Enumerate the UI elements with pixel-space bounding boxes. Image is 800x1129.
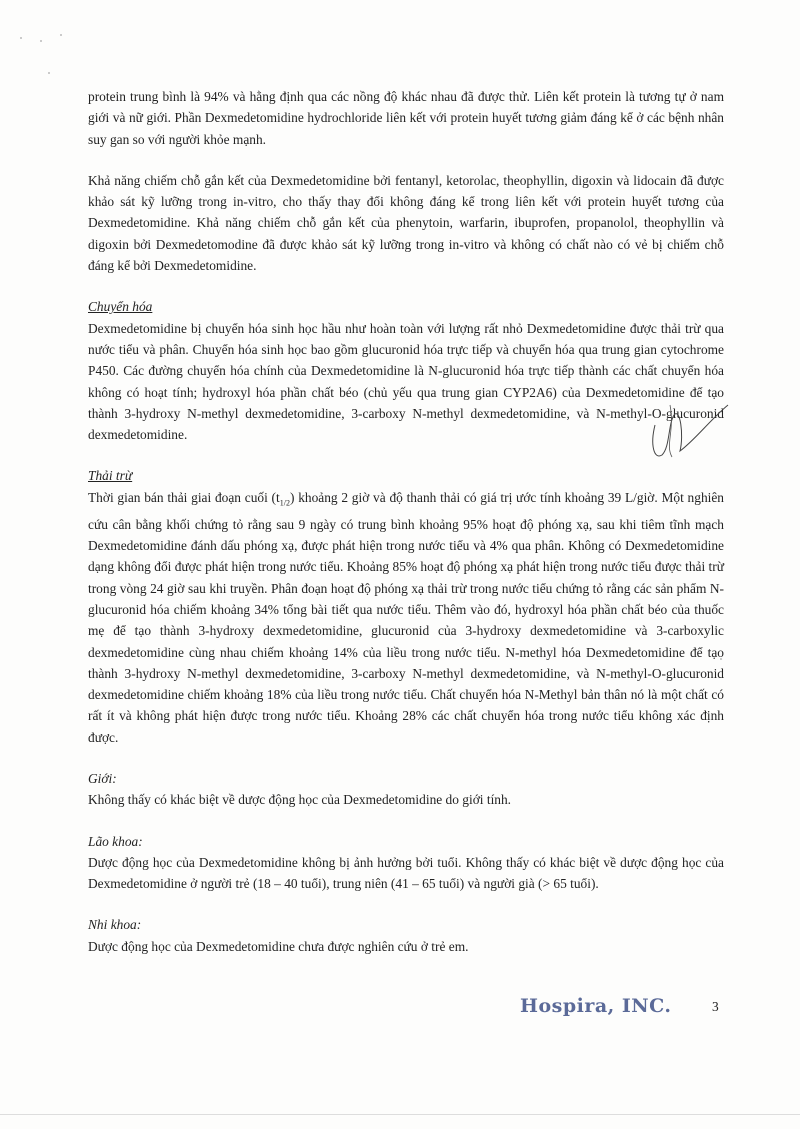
heading-gender: Giới:	[88, 770, 117, 786]
document-body	[88, 86, 724, 957]
paragraph-pediatric: Dược động học của Dexmedetomidine chưa được nghiên cứu ở trẻ em.	[88, 938, 469, 954]
elimination-text-start: Thời gian bán thải giai đoạn cuối (t	[88, 489, 280, 505]
elimination-text-rest: ) khoảng 2 giờ và độ thanh thải có giá trị ước tính khoảng 39 L/giờ. Một nghiên cứu cân bằng khối chứng tỏ rằng sau 9 ngày có trung bình khoảng 95% hoạt độ phóng xạ, sau khi tiêm tĩnh mạch Dexmedetomidine đánh dấu phóng xạ, được phát hiện trong nước tiểu và 4% qua phân. Không có Dexmedetomidine dạng không đổi được phát hiện trong nước tiểu. Khoảng 85% hoạt độ phóng xạ phát hiện trong nước tiểu được thải trừ trong vòng 24 giờ sau khi truyền. Phân đoạn hoạt độ phóng xạ thải trừ trong nước tiểu chứng tỏ rằng các sản phẩm N-glucuronid hóa chiếm khoảng 34% tổng bài tiết qua nước tiểu. Thêm vào đó, hydroxyl hóa phần chất béo của thuốc mẹ để tạo thành 3-hydroxy dexmedetomidine, glucuronid của 3-hydroxy dexmedetomidine và 3-carboxylic dexmedetomidine cùng nhau chiếm khoảng 14% của liều trong nước tiểu. N-methyl hóa Dexmedetomidine để tạo thành 3-hydroxy N-methyl dexmedetomidine, 3-carboxy N-methyl dexmedetomidine, và N-methyl-O-glucuronid dexmedetomidine chiếm khoảng 18% của liều trong nước tiểu. Chất chuyển hóa N-Methyl bản thân nó là một chất có rất ít và không phát hiện được trong nước tiểu. Khoảng 28% các chất chuyển hóa trong nước tiểu không xác định được.	[88, 489, 724, 745]
paragraph-elimination	[88, 487, 724, 748]
signature-mark	[640, 385, 730, 465]
paragraph-protein-binding: protein trung bình là 94% và hằng định qua các nồng độ khác nhau đã được thử. Liên kết protein là tương tự ở nam giới và nữ giới. Phần Dexmedetomidine hydrochloride liên kết với protein huyết tương giảm đáng kể ở các bệnh nhân suy gan so với người khỏe mạnh.	[88, 89, 724, 147]
bottom-divider	[0, 1114, 800, 1115]
heading-elimination: Thải trừ	[88, 468, 133, 484]
paragraph-metabolism: Dexmedetomidine bị chuyển hóa sinh học hầu như hoàn toàn với lượng rất nhỏ Dexmedetomidine được thải trừ qua nước tiểu và phân. Chuyển hóa sinh học bao gồm glucuronid hóa trực tiếp và chuyển hóa qua trung gian cytochrome P450. Các đường chuyển hóa chính của Dexmedetomidine là N-glucuronid hóa trực tiếp thành các chất chuyển hóa không có hoạt tính; hydroxyl hóa phần chất béo (chủ yếu qua trung gian CYP2A6) của Dexmedetomidine để tạo thành 3-hydroxy N-methyl dexmedetomidine, 3-carboxy N-methyl dexmedetomidine, và N-methyl-O-glucuronid dexmedetomidine.	[88, 320, 724, 443]
hospira-logo: Hospira, INC.	[520, 995, 672, 1017]
paragraph-displacement: Khả năng chiếm chỗ gắn kết của Dexmedetomidine bởi fentanyl, ketorolac, theophyllin, digoxin và lidocain đã được khảo sát kỹ lưỡng trong in-vitro, cho thấy thay đổi không đáng kể trong liên kết với protein huyết tương của Dexmedetomidine. Khả năng chiếm chỗ gắn kết của phenytoin, warfarin, ibuprofen, propanolol, theophyllin và digoxin bởi Dexmedetomodine đã được khảo sát kỹ lưỡng trong in-vitro và không có chất nào có vẻ bị chiếm chỗ đáng kể bởi Dexmedetomidine.	[88, 172, 724, 274]
heading-geriatric: Lão khoa:	[88, 833, 143, 849]
heading-metabolism: Chuyển hóa	[88, 299, 153, 315]
paragraph-geriatric: Dược động học của Dexmedetomidine không bị ảnh hưởng bởi tuổi. Không thấy có khác biệt về dược động học của Dexmedetomidine ở người trẻ (18 – 40 tuổi), trung niên (41 – 65 tuổi) và người già (> 65 tuổi).	[88, 854, 724, 892]
paragraph-gender: Không thấy có khác biệt về dược động học của Dexmedetomidine do giới tính.	[88, 792, 512, 808]
heading-pediatric: Nhi khoa:	[88, 917, 142, 933]
half-life-subscript: 1/2	[279, 498, 290, 508]
page-number: 3	[712, 999, 719, 1014]
